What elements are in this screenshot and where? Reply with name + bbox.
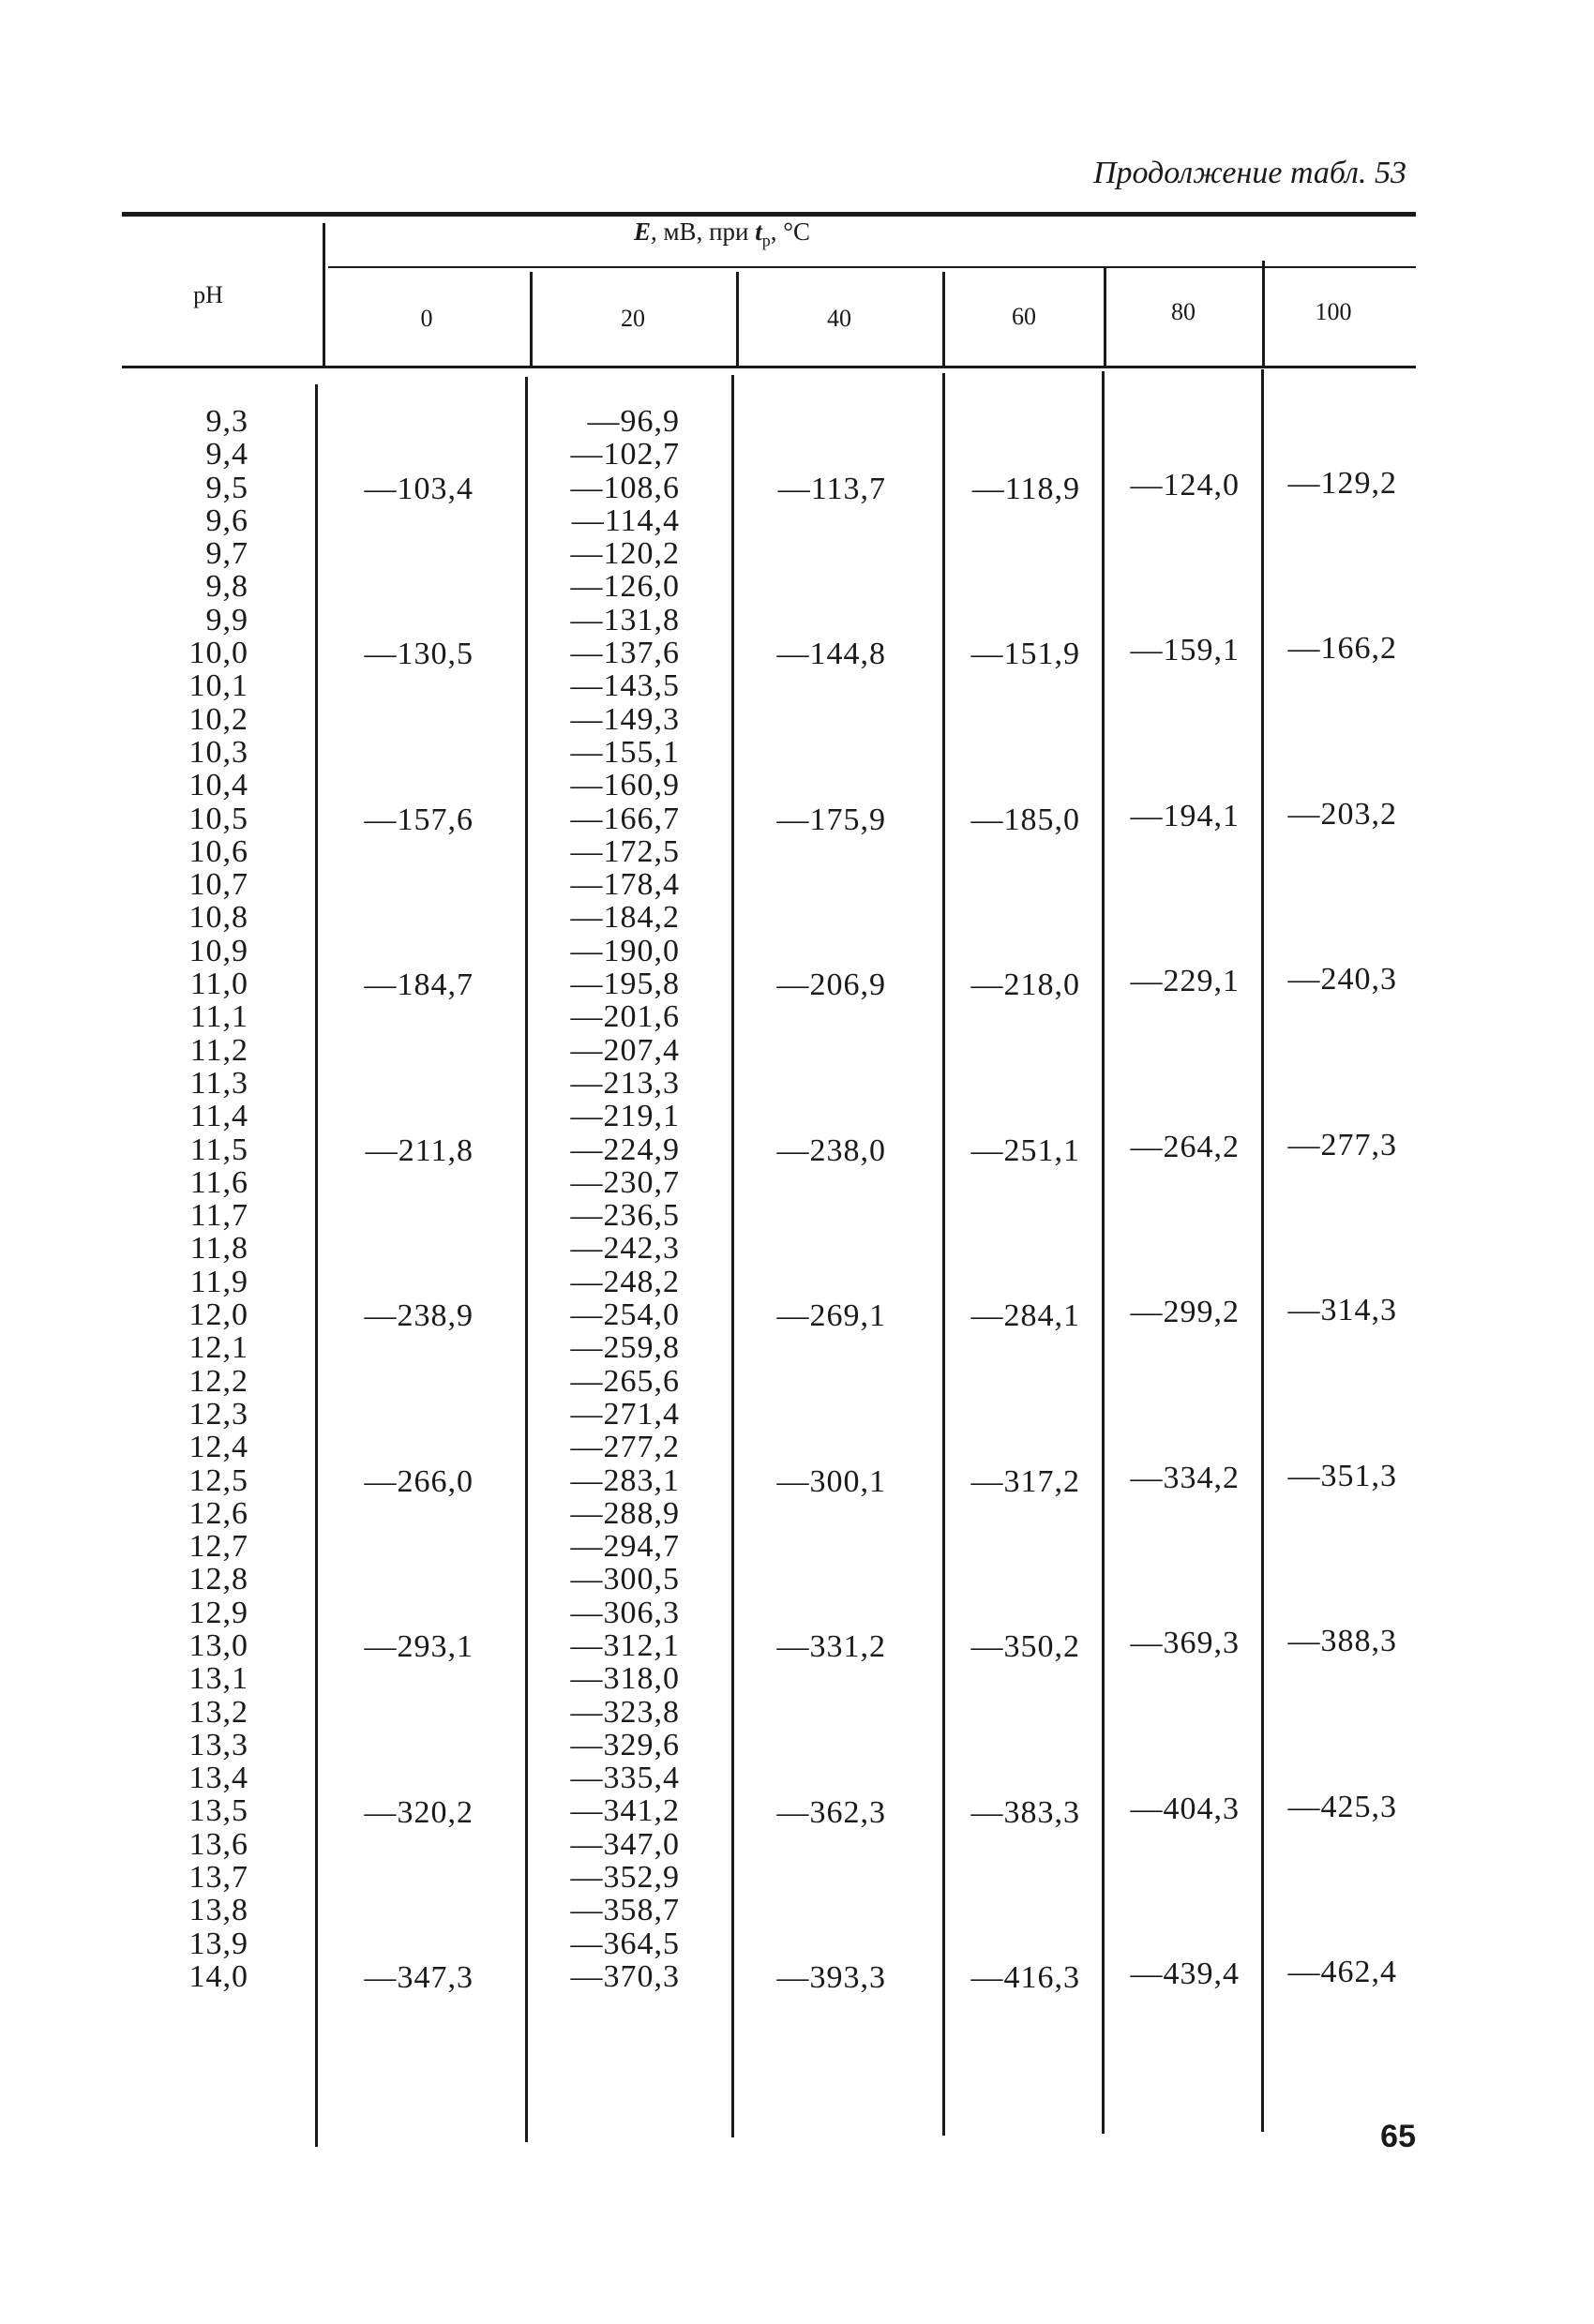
t20-value: —341,2 [570,1793,680,1829]
ph-value: 9,9 [205,602,248,637]
t0-value: —211,8 [365,1132,474,1168]
t20-column [571,405,681,1993]
t40-value: —206,9 [776,967,886,1003]
ph-value: 12,1 [188,1330,248,1366]
t20-value: —352,9 [570,1860,680,1896]
ph-value: 10,8 [188,900,248,936]
t60-value: —416,3 [970,1960,1080,1996]
ph-value: 11,1 [189,999,248,1035]
t40-value: —175,9 [776,802,886,837]
ph-value: 10,4 [188,768,248,803]
t100-value: —203,2 [1287,796,1397,832]
ph-value: 10,5 [188,801,248,836]
header-divider-ph [323,223,325,366]
t100-value: —314,3 [1287,1293,1397,1328]
t100-value: —240,3 [1287,962,1397,997]
header-sub-rule [328,266,1416,268]
ph-value: 13,3 [188,1727,248,1762]
t60-value: —151,9 [970,637,1080,672]
t60-value: —218,0 [970,967,1080,1003]
t0-value: —347,3 [364,1960,474,1996]
header-divider-1 [530,272,533,366]
t20-value: —114,4 [571,502,680,538]
t20-value: —312,1 [570,1627,680,1663]
ph-value: 9,6 [205,502,248,538]
ph-value: 10,3 [188,734,248,770]
ph-value: 11,5 [189,1132,248,1167]
t20-value: —160,9 [570,768,680,803]
t60-value: —118,9 [971,471,1080,506]
body-divider-ph [315,384,318,2147]
ph-value: 12,2 [188,1363,248,1399]
ph-value: 13,1 [188,1661,248,1697]
t40-value: —238,0 [776,1132,886,1168]
t60-value: —317,2 [970,1463,1080,1499]
header-divider-4 [1104,266,1106,366]
t20-value: —248,2 [570,1264,680,1299]
t-symbol: t [755,217,762,246]
t80-value: —404,3 [1130,1791,1240,1826]
ph-value: 14,0 [188,1958,248,1994]
t20-value: —318,0 [570,1661,680,1697]
t100-value: —129,2 [1287,465,1397,501]
header-bottom-rule [122,366,1416,368]
t20-value: —166,7 [570,801,680,836]
t100-value: —277,3 [1287,1127,1397,1162]
t80-value: —334,2 [1130,1460,1240,1495]
ph-value: 10,2 [188,701,248,737]
ph-value: 10,0 [188,636,248,671]
e-header [634,217,810,250]
t-subscript: p [761,231,771,250]
t0-value: —238,9 [364,1298,474,1334]
t20-value: —201,6 [570,999,680,1035]
t20-value: —347,0 [570,1826,680,1862]
t0-value: —130,5 [364,637,474,672]
t20-value: —195,8 [570,967,680,1002]
t20-value: —370,3 [570,1958,680,1994]
ph-value: 9,4 [205,437,248,472]
t100-value: —166,2 [1287,631,1397,667]
t20-value: —213,3 [570,1065,680,1101]
t20-value: —172,5 [570,833,680,869]
t40-value: —331,2 [776,1629,886,1665]
temp-header-20: 20 [621,305,645,332]
e-symbol: E [633,217,651,246]
t20-value: —254,0 [570,1297,680,1333]
t20-value: —329,6 [570,1727,680,1762]
t20-value: —120,2 [570,536,680,572]
ph-value: 12,3 [188,1396,248,1432]
ph-value: 10,6 [188,833,248,869]
t20-value: —178,4 [570,867,680,903]
e-suffix: , мВ, при [650,217,756,246]
t20-value: —265,6 [570,1363,680,1399]
t20-value: —236,5 [570,1198,680,1234]
ph-value: 10,9 [188,933,248,968]
ph-value: 13,8 [188,1893,248,1928]
ph-value: 10,7 [188,867,248,903]
body-divider-1 [525,377,528,2142]
ph-value: 13,2 [188,1694,248,1730]
ph-column [189,405,249,1993]
t80-value: —194,1 [1130,798,1240,833]
t20-value: —184,2 [570,900,680,936]
t0-value: —157,6 [364,802,474,837]
t80-value: —299,2 [1130,1295,1240,1330]
t20-value: —224,9 [570,1132,680,1167]
t20-value: —207,4 [570,1032,680,1068]
t20-value: —108,6 [570,470,680,505]
page-number: 65 [1380,2119,1416,2154]
t20-value: —137,6 [570,636,680,671]
t80-value: —439,4 [1130,1957,1240,1992]
t20-value: —190,0 [570,933,680,968]
body-divider-3 [942,373,945,2136]
t20-value: —143,5 [570,668,680,704]
ph-value: 10,1 [188,668,248,704]
t100-value: —388,3 [1287,1624,1397,1659]
t80-value: —369,3 [1130,1626,1240,1661]
ph-value: 11,0 [189,967,248,1002]
body-divider-5 [1261,369,1264,2132]
ph-value: 12,9 [188,1595,248,1630]
ph-value: 13,5 [188,1793,248,1829]
ph-value: 9,3 [205,404,248,439]
temp-header-40: 40 [827,305,851,332]
t60-value: —284,1 [970,1298,1080,1334]
ph-value: 11,6 [189,1164,248,1200]
ph-value: 12,6 [188,1495,248,1531]
ph-value: 13,6 [188,1826,248,1862]
t20-value: —283,1 [570,1462,680,1498]
t80-value: —229,1 [1130,964,1240,999]
t100-value: —425,3 [1287,1789,1397,1824]
ph-value: 13,4 [188,1761,248,1796]
t60-value: —251,1 [970,1132,1080,1168]
ph-header: pH [193,281,223,308]
t0-value: —103,4 [364,471,474,506]
t100-value: —351,3 [1287,1458,1397,1493]
t20-value: —277,2 [570,1430,680,1465]
ph-value: 13,0 [188,1627,248,1663]
temp-header-60: 60 [1012,303,1036,330]
t0-value: —266,0 [364,1463,474,1499]
t40-value: —113,7 [777,471,886,506]
ph-value: 9,7 [205,536,248,572]
body-divider-4 [1102,371,1105,2134]
table-caption: Продолжение табл. 53 [1092,156,1406,190]
ph-value: 12,4 [188,1430,248,1465]
t20-value: —288,9 [570,1495,680,1531]
t80-value: —159,1 [1130,633,1240,668]
t40-value: —362,3 [776,1794,886,1830]
t40-value: —269,1 [776,1298,886,1334]
body-divider-2 [731,375,734,2137]
t20-value: —149,3 [570,701,680,737]
t20-value: —259,8 [570,1330,680,1366]
t0-value: —320,2 [364,1794,474,1830]
ph-value: 11,3 [189,1065,248,1101]
t60-value: —383,3 [970,1794,1080,1830]
t40-value: —300,1 [776,1463,886,1499]
t60-value: —350,2 [970,1629,1080,1665]
t20-value: —306,3 [570,1595,680,1630]
t40-value: —393,3 [776,1960,886,1996]
t20-value: —300,5 [570,1562,680,1597]
temp-header-0: 0 [420,305,433,332]
t20-value: —219,1 [570,1099,680,1134]
header-divider-2 [736,272,739,366]
ph-value: 9,5 [205,470,248,505]
t20-value: —323,8 [570,1694,680,1730]
table-top-rule [122,212,1416,217]
ph-value: 12,0 [188,1297,248,1333]
t0-value: —293,1 [364,1629,474,1665]
ph-value: 12,5 [188,1462,248,1498]
t20-value: —294,7 [570,1529,680,1565]
ph-value: 13,7 [188,1860,248,1896]
ph-value: 11,4 [189,1099,248,1134]
t20-value: —335,4 [570,1761,680,1796]
ph-value: 12,8 [188,1562,248,1597]
t20-value: —358,7 [570,1893,680,1928]
t20-value: —364,5 [570,1926,680,1961]
t0-value: —184,7 [364,967,474,1003]
ph-value: 12,7 [188,1529,248,1565]
t20-value: —271,4 [570,1396,680,1432]
ph-value: 11,2 [189,1032,248,1068]
ph-value: 11,7 [189,1198,248,1234]
t20-value: —96,9 [587,404,680,439]
t20-value: —126,0 [570,569,680,605]
header-divider-5 [1262,261,1265,366]
t20-value: —230,7 [570,1164,680,1200]
ph-value: 11,8 [189,1231,248,1267]
ph-value: 13,9 [188,1926,248,1961]
t100-value: —462,4 [1287,1955,1397,1990]
t80-value: —124,0 [1130,467,1240,502]
temp-header-100: 100 [1315,298,1352,325]
e-unit: , °С [770,217,811,246]
t20-value: —131,8 [570,602,680,637]
t80-value: —264,2 [1130,1129,1240,1164]
temp-header-80: 80 [1171,298,1196,325]
t20-value: —155,1 [570,734,680,770]
ph-value: 11,9 [189,1264,248,1299]
header-divider-3 [942,272,945,366]
ph-value: 9,8 [205,569,248,605]
t60-value: —185,0 [970,802,1080,837]
t40-value: —144,8 [776,637,886,672]
t20-value: —102,7 [570,437,680,472]
t20-value: —242,3 [570,1231,680,1267]
